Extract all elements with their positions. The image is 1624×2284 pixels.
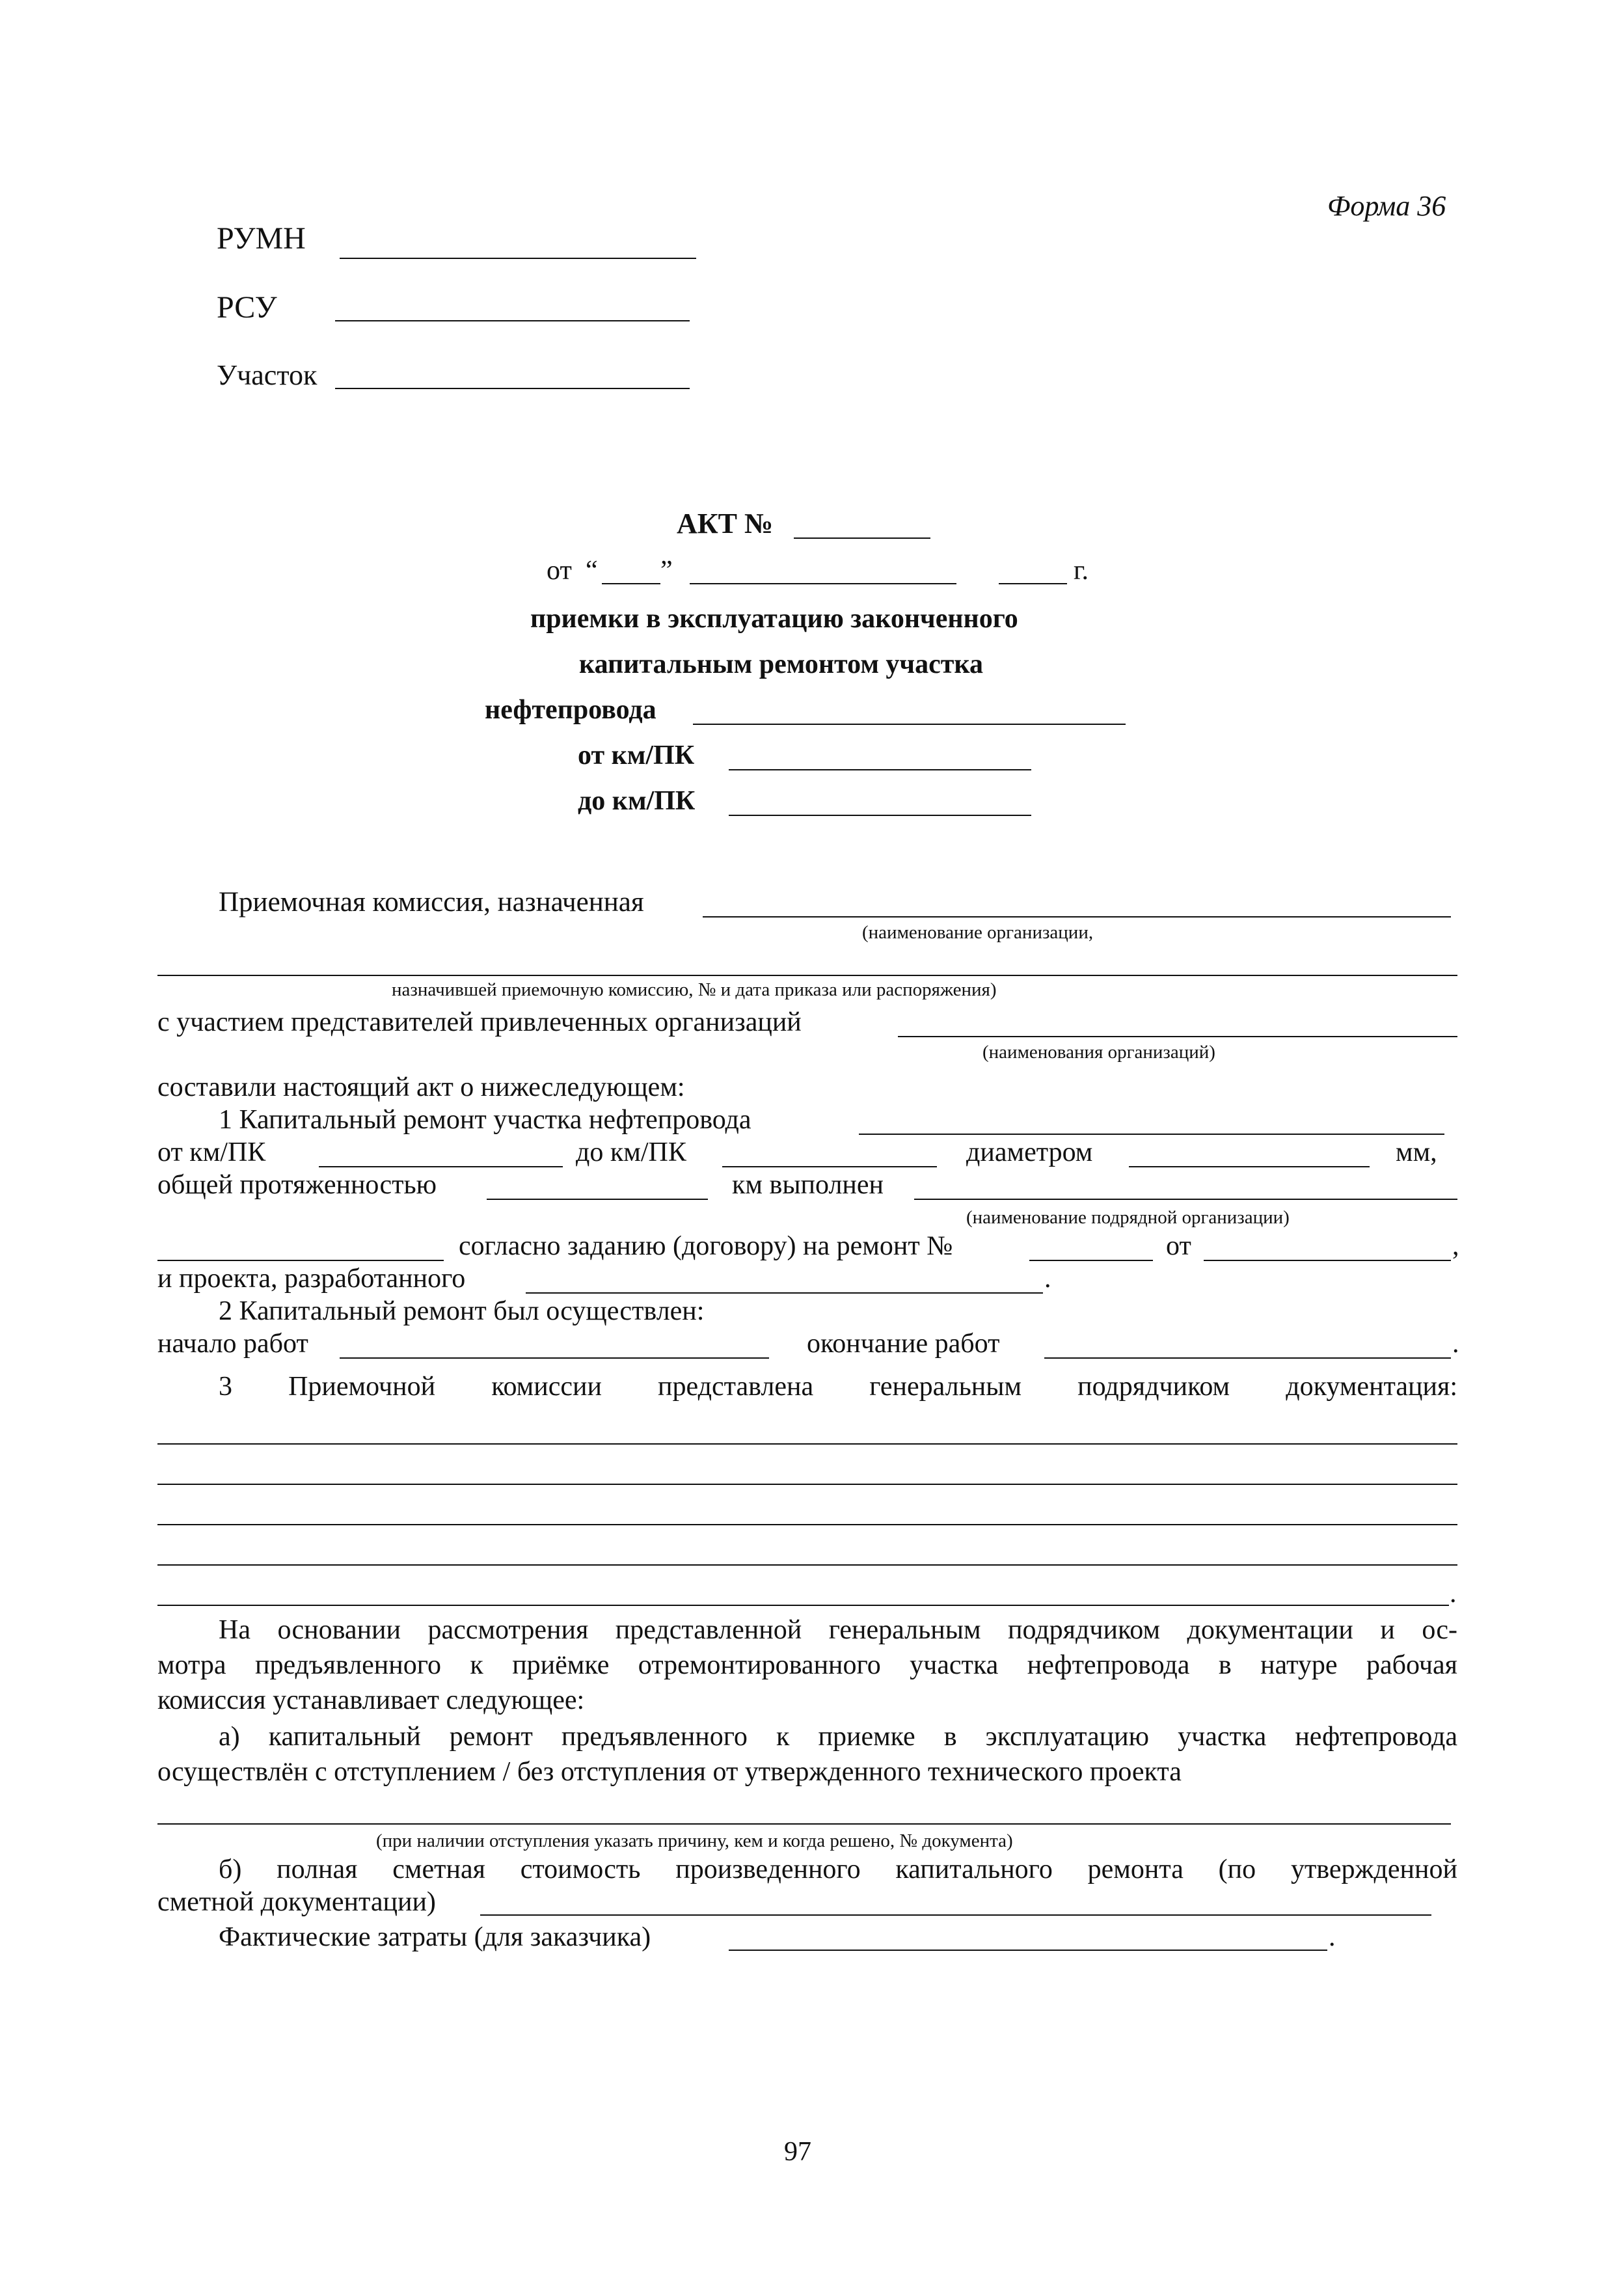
title-line-3: нефтепровода	[485, 695, 656, 725]
uchastie-label: с участием представителей привлеченных организаций	[157, 1007, 802, 1037]
title-do-km-field[interactable]	[729, 815, 1031, 816]
caption-deviation: (при наличии отступления указать причину, кем и когда решено, № документа)	[376, 1830, 1013, 1851]
doc-line-1[interactable]	[157, 1443, 1457, 1445]
okonch-field[interactable]	[1044, 1357, 1451, 1359]
rsu-label: РСУ	[217, 290, 277, 325]
item-a-line-1: а) капитальный ремонт предъявленного к приемке в эксплуатацию участка нефтепровода	[219, 1722, 1457, 1752]
komissiya-label: Приемочная комиссия, назначенная	[219, 887, 644, 918]
rsu-field[interactable]	[335, 320, 690, 321]
uchastok-label: Участок	[217, 359, 318, 391]
nachalo-label: начало работ	[157, 1329, 308, 1359]
komissiya-field[interactable]	[703, 916, 1451, 918]
contract-number-field[interactable]	[1029, 1260, 1153, 1261]
caption-contractor: (наименование подрядной организации)	[966, 1207, 1290, 1228]
akt-month-field[interactable]	[690, 583, 956, 584]
neftprovod-field[interactable]	[693, 724, 1126, 725]
item-1-field[interactable]	[859, 1134, 1444, 1135]
akt-day-field[interactable]	[602, 583, 660, 584]
okonch-dot: .	[1452, 1329, 1459, 1359]
item-a-line-2: осуществлён с отступлением / без отступления от утвержденного технического проекта	[157, 1757, 1182, 1787]
page-number: 97	[784, 2137, 811, 2167]
soglasno-label: согласно заданию (договору) на ремонт №	[459, 1231, 953, 1261]
mm-label: мм,	[1396, 1137, 1437, 1167]
title-line-2: капитальным ремонтом участка	[579, 649, 983, 679]
length-field[interactable]	[487, 1199, 708, 1200]
uchastie-field[interactable]	[898, 1036, 1457, 1037]
fakt-dot: .	[1329, 1922, 1336, 1952]
doc-line-3[interactable]	[157, 1524, 1457, 1525]
fakt-field[interactable]	[729, 1950, 1327, 1951]
rumn-field[interactable]	[340, 258, 696, 259]
item-b-line-2: сметной документации)	[157, 1887, 436, 1917]
conclusion-line-3: комиссия устанавливает следующее:	[157, 1685, 585, 1715]
caption-orgs: (наименования организаций)	[982, 1042, 1215, 1063]
doc-line-5[interactable]	[157, 1605, 1449, 1606]
do-km-field[interactable]	[722, 1166, 937, 1167]
deviation-field[interactable]	[157, 1823, 1451, 1825]
akt-date-ot: от	[547, 556, 572, 586]
sostavili-text: составили настоящий акт о нижеследующем:	[157, 1072, 685, 1102]
contract-ot-label: от	[1166, 1231, 1191, 1261]
obshey-label: общей протяженностью	[157, 1170, 437, 1200]
caption-organization: (наименование организации,	[862, 922, 1094, 943]
contractor-field[interactable]	[914, 1199, 1457, 1200]
conclusion-line-1: На основании рассмотрения представленной генеральным подрядчиком документации и ос-	[219, 1615, 1457, 1645]
proekt-label: и проекта, разработанного	[157, 1264, 466, 1294]
title-line-1: приемки в эксплуатацию законченного	[530, 604, 1018, 634]
akt-number-field[interactable]	[794, 537, 930, 539]
ot-km-label: от км/ПК	[157, 1137, 266, 1167]
item-3-label: 3 Приемочной комиссии представлена генеральным подрядчиком документация:	[219, 1372, 1457, 1402]
title-line-5: до км/ПК	[578, 786, 696, 816]
proekt-dot: .	[1044, 1264, 1051, 1294]
item-2-label: 2 Капитальный ремонт был осуществлен:	[219, 1296, 705, 1326]
doc-line-4[interactable]	[157, 1564, 1457, 1566]
akt-date-g: г.	[1074, 556, 1089, 586]
cost-field[interactable]	[480, 1914, 1431, 1916]
form-label: Форма 36	[1327, 190, 1446, 222]
contractor-field-2[interactable]	[157, 1260, 444, 1261]
caption-order: назначившей приемочную комиссию, № и дата приказа или распоряжения)	[392, 979, 997, 1000]
doc-end-dot: .	[1450, 1579, 1457, 1609]
proekt-field[interactable]	[526, 1292, 1043, 1294]
akt-date-quote-close: ”	[660, 556, 673, 586]
nachalo-field[interactable]	[340, 1357, 769, 1359]
conclusion-line-2: мотра предъявленного к приёмке отремонтированного участка нефтепровода в натуре рабочая	[157, 1650, 1457, 1680]
rumn-label: РУМН	[217, 221, 306, 256]
order-field[interactable]	[157, 975, 1457, 976]
contract-comma: ,	[1452, 1231, 1459, 1261]
akt-label: АКТ №	[677, 508, 774, 539]
fakt-label: Фактические затраты (для заказчика)	[219, 1922, 651, 1952]
uchastok-field[interactable]	[335, 388, 690, 389]
do-km-label: до км/ПК	[576, 1137, 686, 1167]
okonch-label: окончание работ	[807, 1329, 1000, 1359]
ot-km-field[interactable]	[319, 1166, 563, 1167]
item-1-label: 1 Капитальный ремонт участка нефтепровода	[219, 1105, 751, 1135]
km-vyp-label: км выполнен	[732, 1170, 884, 1200]
contract-date-field[interactable]	[1204, 1260, 1451, 1261]
title-ot-km-field[interactable]	[729, 769, 1031, 770]
doc-line-2[interactable]	[157, 1484, 1457, 1485]
akt-year-field[interactable]	[999, 583, 1067, 584]
akt-date-quote-open: “	[586, 556, 598, 586]
diameter-label: диаметром	[966, 1137, 1093, 1167]
diameter-field[interactable]	[1129, 1166, 1370, 1167]
title-line-4: от км/ПК	[578, 741, 695, 770]
item-b-line-1: б) полная сметная стоимость произведенного капитального ремонта (по утвержденной	[219, 1855, 1457, 1884]
